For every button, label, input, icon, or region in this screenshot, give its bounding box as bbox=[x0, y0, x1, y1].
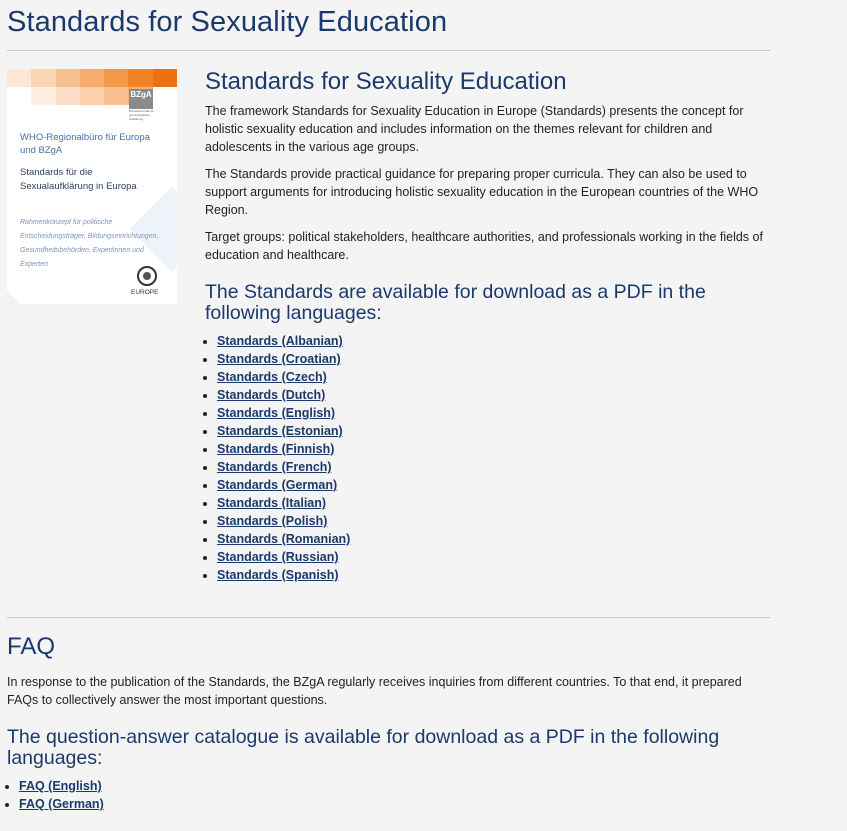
bzga-logo-subtitle: Bundeszentrale für gesundheitliche Aufklärung bbox=[129, 109, 155, 121]
intro-paragraph: The framework Standards for Sexuality Education in Europe (Standards) presents the concept for holistic sexuality education and includes information on the themes relevant for children and adolescents in the various age groups. bbox=[205, 104, 744, 154]
cover-tile bbox=[31, 87, 55, 105]
intro-paragraph: Target groups: political stakeholders, healthcare authorities, and professionals working in the fields of education and healthcare. bbox=[205, 230, 763, 262]
faq-link-german[interactable]: FAQ (German) bbox=[19, 797, 104, 811]
list-item bbox=[217, 548, 770, 566]
list-item bbox=[217, 566, 770, 584]
section-heading: Standards for Sexuality Education bbox=[205, 68, 567, 95]
cover-tile bbox=[31, 69, 55, 87]
list-item bbox=[217, 422, 770, 440]
cover-tile bbox=[128, 69, 152, 87]
download-link-german[interactable]: Standards (German) bbox=[217, 478, 338, 492]
cover-subtitle: Rahmenkonzept für politische Entscheidungsträger, Bildungseinrichtungen, Gesundheitsbehörden, Expertinnen und Experten bbox=[20, 219, 159, 268]
who-seal-icon bbox=[137, 266, 157, 286]
faq-heading: FAQ bbox=[7, 633, 56, 660]
cover-tile bbox=[7, 69, 31, 87]
divider bbox=[7, 617, 770, 618]
list-item bbox=[217, 494, 770, 512]
list-item bbox=[217, 404, 770, 422]
bzga-logo: BZgA bbox=[129, 89, 153, 109]
download-link-romanian[interactable]: Standards (Romanian) bbox=[217, 532, 351, 546]
download-link-russian[interactable]: Standards (Russian) bbox=[217, 550, 339, 564]
cover-tile bbox=[80, 69, 104, 87]
download-link-croatian[interactable]: Standards (Croatian) bbox=[217, 352, 341, 366]
divider bbox=[7, 50, 770, 51]
list-item bbox=[217, 350, 770, 368]
list-item bbox=[19, 777, 770, 795]
standards-section bbox=[205, 68, 770, 584]
faq-download-heading: The question-answer catalogue is available for download as a PDF in the following languages: bbox=[7, 726, 720, 769]
seal-label: EUROPE bbox=[131, 289, 159, 296]
list-item bbox=[217, 530, 770, 548]
cover-title: Standards für die Sexualaufklärung in Europa bbox=[20, 167, 137, 192]
download-link-italian[interactable]: Standards (Italian) bbox=[217, 496, 327, 510]
cover-tile bbox=[80, 87, 104, 105]
list-item bbox=[19, 795, 770, 813]
download-link-polish[interactable]: Standards (Polish) bbox=[217, 514, 328, 528]
cover-organisation: WHO-Regionalbüro für Europa und BZgA bbox=[20, 132, 150, 156]
list-item bbox=[217, 476, 770, 494]
standards-download-list bbox=[205, 332, 770, 584]
download-link-albanian[interactable]: Standards (Albanian) bbox=[217, 334, 343, 348]
faq-section bbox=[7, 633, 770, 813]
list-item bbox=[217, 386, 770, 404]
list-item bbox=[217, 368, 770, 386]
cover-tile bbox=[153, 69, 177, 87]
download-link-finnish[interactable]: Standards (Finnish) bbox=[217, 442, 335, 456]
page-title: Standards for Sexuality Education bbox=[7, 6, 448, 38]
download-link-czech[interactable]: Standards (Czech) bbox=[217, 370, 327, 384]
download-heading: The Standards are available for download as a PDF in the following languages: bbox=[205, 281, 706, 324]
download-link-spanish[interactable]: Standards (Spanish) bbox=[217, 568, 339, 582]
download-link-estonian[interactable]: Standards (Estonian) bbox=[217, 424, 343, 438]
cover-tile bbox=[56, 87, 80, 105]
list-item bbox=[217, 332, 770, 350]
cover-image[interactable] bbox=[7, 69, 177, 304]
cover-tile bbox=[104, 69, 128, 87]
intro-paragraph: The Standards provide practical guidance for preparing proper curricula. They can also be used to support arguments for introducing holistic sexuality education in the European countries of the WHO Region. bbox=[205, 167, 759, 217]
cover-decoration bbox=[7, 291, 35, 304]
cover-tile bbox=[56, 69, 80, 87]
cover-tile bbox=[104, 87, 128, 105]
download-link-dutch[interactable]: Standards (Dutch) bbox=[217, 388, 326, 402]
faq-paragraph: In response to the publication of the Standards, the BZgA regularly receives inquiries from different countries. To that end, it prepared FAQs to collectively answer the most important questions. bbox=[7, 675, 742, 707]
download-link-english[interactable]: Standards (English) bbox=[217, 406, 336, 420]
faq-link-english[interactable]: FAQ (English) bbox=[19, 779, 102, 793]
list-item bbox=[217, 440, 770, 458]
list-item bbox=[217, 458, 770, 476]
list-item bbox=[217, 512, 770, 530]
download-link-french[interactable]: Standards (French) bbox=[217, 460, 332, 474]
faq-download-list bbox=[7, 777, 770, 813]
